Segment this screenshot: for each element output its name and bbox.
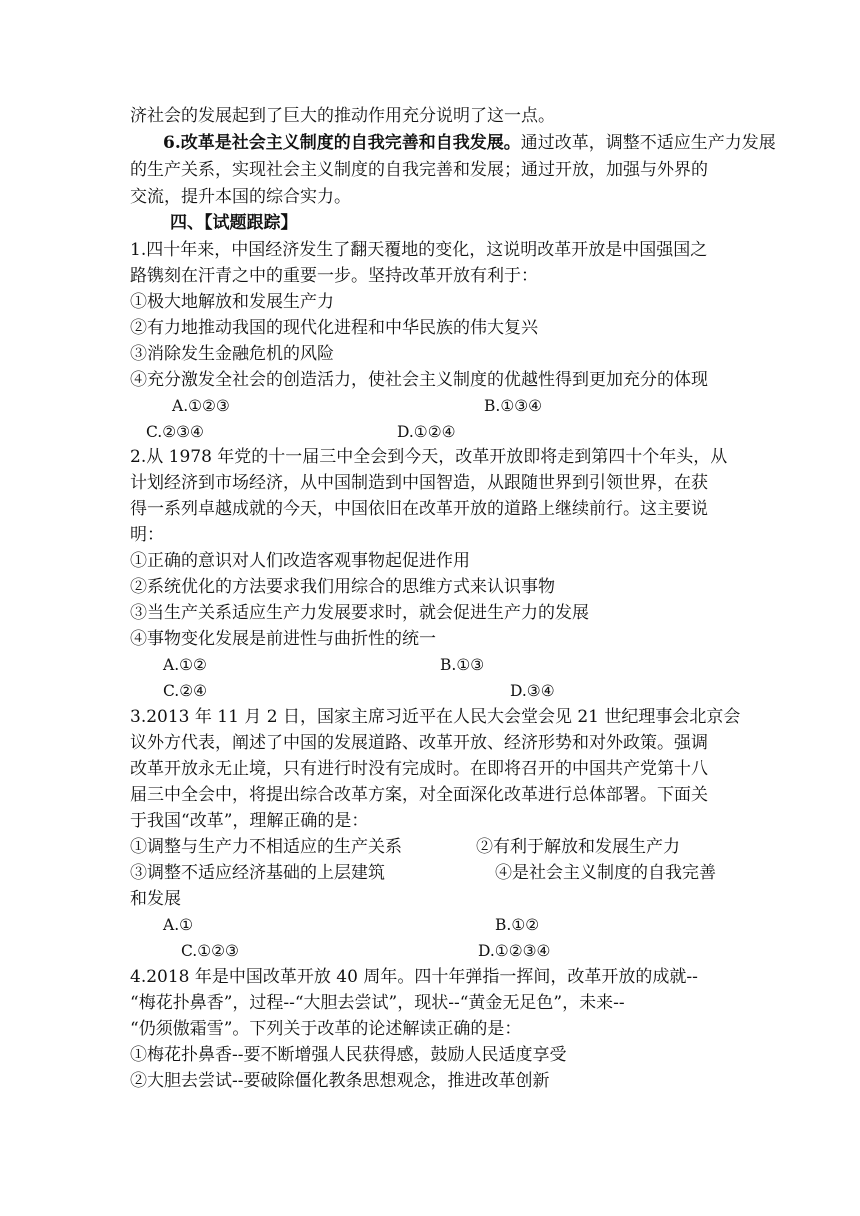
q1-item-1: ①极大地解放和发展生产力 (130, 292, 334, 312)
point6-line1 (163, 130, 776, 156)
point6-lead: 6.改革是社会主义制度的自我完善和自我发展。 (163, 133, 521, 153)
q2-option-b: B.①③ (440, 656, 485, 674)
q1-item-2: ②有力地推动我国的现代化进程和中华民族的伟大复兴 (130, 318, 538, 338)
q1-item-4: ④充分激发全社会的创造活力，使社会主义制度的优越性得到更加充分的体现 (130, 370, 708, 390)
point6-line2: 的生产关系，实现社会主义制度的自我完善和发展；通过开放，加强与外界的 (130, 160, 708, 180)
intro-tail-line: 济社会的发展起到了巨大的推动作用充分说明了这一点。 (130, 106, 555, 126)
q2-stem-line3: 得一系列卓越成就的今天，中国依旧在改革开放的道路上继续前行。这主要说 (130, 499, 708, 519)
q3-item-4: ④是社会主义制度的自我完善 (495, 863, 716, 883)
q2-item-2: ②系统优化的方法要求我们用综合的思维方式来认识事物 (130, 577, 555, 597)
q3-item-1: ①调整与生产力不相适应的生产关系 (130, 837, 402, 857)
q3-stem-line1: 3.2013 年 11 月 2 日，国家主席习近平在人民大会堂会见 21 世纪理事会北京会 (130, 707, 741, 727)
q1-stem-line1: 1.四十年来，中国经济发生了翻天覆地的变化，这说明改革开放是中国强国之 (130, 240, 708, 260)
q3-option-b: B.①② (495, 916, 540, 934)
q1-option-a: A.①②③ (172, 397, 230, 415)
q4-stem-line2: “梅花扑鼻香”，过程--“大胆去尝试”，现状--“黄金无足色”，未来-- (130, 993, 625, 1013)
point6-line1-rest: 通过改革，调整不适应生产力发展 (520, 133, 776, 153)
q3-stem-line4: 届三中全会中，将提出综合改革方案，对全面深化改革进行总体部署。下面关 (130, 785, 708, 805)
q1-option-d: D.①②④ (397, 423, 456, 441)
q1-stem-line2: 路镌刻在汗青之中的重要一步。坚持改革开放有利于： (130, 266, 538, 286)
q3-option-a: A.① (163, 916, 194, 934)
q2-option-c: C.②④ (163, 682, 208, 700)
q2-stem-line4: 明： (130, 525, 164, 545)
q2-option-d: D.③④ (510, 682, 555, 700)
q2-item-1: ①正确的意识对人们改造客观事物起促进作用 (130, 551, 470, 571)
point6-line3: 交流，提升本国的综合实力。 (130, 187, 351, 207)
q4-stem-line1: 4.2018 年是中国改革开放 40 周年。四十年弹指一挥间，改革开放的成就-- (130, 967, 698, 987)
q1-option-b: B.①③④ (484, 397, 543, 415)
q2-stem-line1: 2.从 1978 年党的十一届三中全会到今天，改革开放即将走到第四十个年头，从 (130, 447, 728, 467)
q3-stem-line5: 于我国“改革”，理解正确的是： (130, 811, 369, 831)
q3-item-4-cont: 和发展 (130, 889, 181, 909)
q3-item-2: ②有利于解放和发展生产力 (476, 837, 680, 857)
section-heading: 四、【试题跟踪】 (170, 213, 298, 233)
q3-stem-line3: 改革开放永无止境，只有进行时没有完成时。在即将召开的中国共产党第十八 (130, 759, 708, 779)
q3-option-c: C.①②③ (181, 942, 239, 960)
q3-option-d: D.①②③④ (478, 942, 551, 960)
q4-item-2: ②大胆去尝试--要破除僵化教条思想观念，推进改革创新 (130, 1071, 550, 1091)
q1-option-c: C.②③④ (146, 423, 204, 441)
q2-stem-line2: 计划经济到市场经济，从中国制造到中国智造，从跟随世界到引领世界，在获 (130, 473, 708, 493)
q3-item-3: ③调整不适应经济基础的上层建筑 (130, 863, 385, 883)
q4-stem-line3: “仍须傲霜雪”。下列关于改革的论述解读正确的是： (130, 1019, 522, 1039)
q2-item-3: ③当生产关系适应生产力发展要求时，就会促进生产力的发展 (130, 603, 589, 623)
q2-option-a: A.①② (163, 656, 207, 674)
q1-item-3: ③消除发生金融危机的风险 (130, 344, 334, 364)
q4-item-1: ①梅花扑鼻香--要不断增强人民获得感，鼓励人民适度享受 (130, 1045, 567, 1065)
q2-item-4: ④事物变化发展是前进性与曲折性的统一 (130, 629, 436, 649)
q3-stem-line2: 议外方代表，阐述了中国的发展道路、改革开放、经济形势和对外政策。强调 (130, 733, 708, 753)
